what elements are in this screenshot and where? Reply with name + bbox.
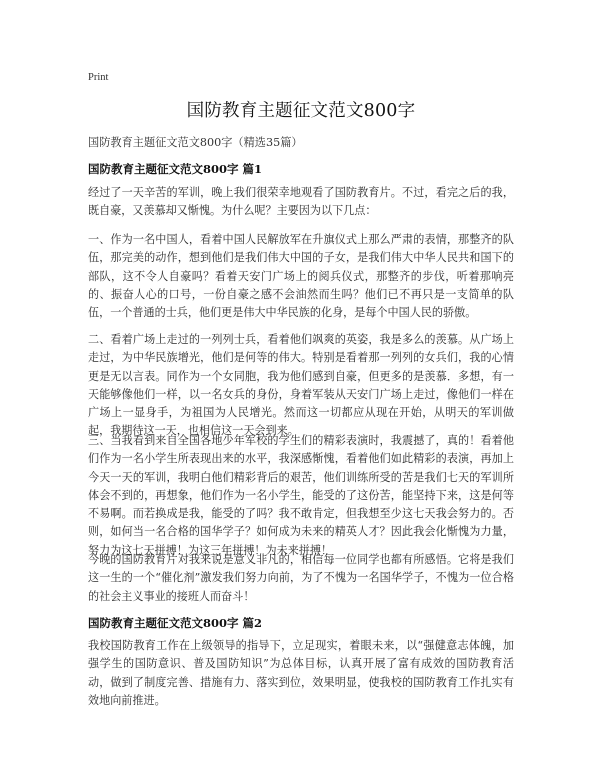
paragraph: 今晚的国防教育片对我来说是意义非凡的，相信每一位同学也都有所感悟。它将是我们这一生的一个“催化剂”激发我们努力向前，为了不愧为一名国华学子，不愧为一位合格的社会主义事业的接班人而奋斗！ [88, 553, 514, 603]
print-label: Print [88, 72, 109, 83]
section-heading: 国防教育主题征文范文800字 篇1 [88, 162, 263, 176]
document-subtitle: 国防教育主题征文范文800字（精选35篇） [88, 136, 303, 149]
paragraph: 经过了一天辛苦的军训，晚上我们很荣幸地观看了国防教育片。不过，看完之后的我，既自豪，又羡慕却又惭愧。为什么呢？主要因为以下几点： [88, 186, 514, 218]
paragraph: 一、作为一名中国人，看着中国人民解放军在升旗仪式上那么严肃的表情，那整齐的队伍，那完美的动作，想到他们是我们伟大中国的子女，是我们伟大中华人民共和国下的部队，这不令人自豪吗？看着天安门广场上的阅兵仪式，那整齐的步伐，听着那响亮的、振奋人心的口号，一份自豪之感不会油然而生吗？他们已不再只是一支简单的队伍，一个普通的士兵，他们更是伟大中华民族的化身，是每个中国人民的骄傲。 [88, 233, 514, 320]
paragraph: 三、当我看到来自全国各地少年军校的学生们的精彩表演时，我震撼了，真的！看着他们作为一名小学生所表现出来的水平，我深感惭愧，看着他们如此精彩的表演，再加上今天一天的军训，我明白他们精彩背后的艰苦，他们训练所受的苦是我们七天的军训所体会不到的，再想象，他们作为一名小学生，能受的了这份苦，能坚持下来，这是何等不易啊。而若换成是我，能受的了吗？我不敢肯定，但我想至少这七天我会努力的。否则，如何当一名合格的国华学子？如何成为未来的精英人才？因此我会化惭愧为力量，努力为这七天拼搏！为这三年拼搏！为未来拼搏！ [88, 434, 514, 557]
paragraph: 二、看着广场上走过的一列列士兵，看着他们飒爽的英姿，我是多么的羡慕。从广场上走过，为中华民族增光，他们是何等的伟大。特别是看着那一列列的女兵们，我的心情更是无以言表。同作为一个女同胞，我为他们感到自豪，但更多的是羡慕．多想，有一天能够像他们一样，以一名女兵的身份，身着军装从天安门广场上走过，像他们一样在广场上一显身手，为祖国为人民增光。然而这一切都应从现在开始，从明天的军训做起，我期待这一天，也相信这一天会到来。 [88, 333, 514, 438]
paragraph: 我校国防教育工作在上级领导的指导下，立足现实，着眼未来，以“强健意志体魄，加强学生的国防意识、普及国防知识”为总体目标，认真开展了富有成效的国防教育活动，做到了制度完善、措施有力、落实到位，效果明显，使我校的国防教育工作扎实有效地向前推进。 [88, 639, 514, 707]
document-title: 国防教育主题征文范文800字 [186, 101, 416, 121]
section-heading: 国防教育主题征文范文800字 篇2 [88, 616, 263, 630]
